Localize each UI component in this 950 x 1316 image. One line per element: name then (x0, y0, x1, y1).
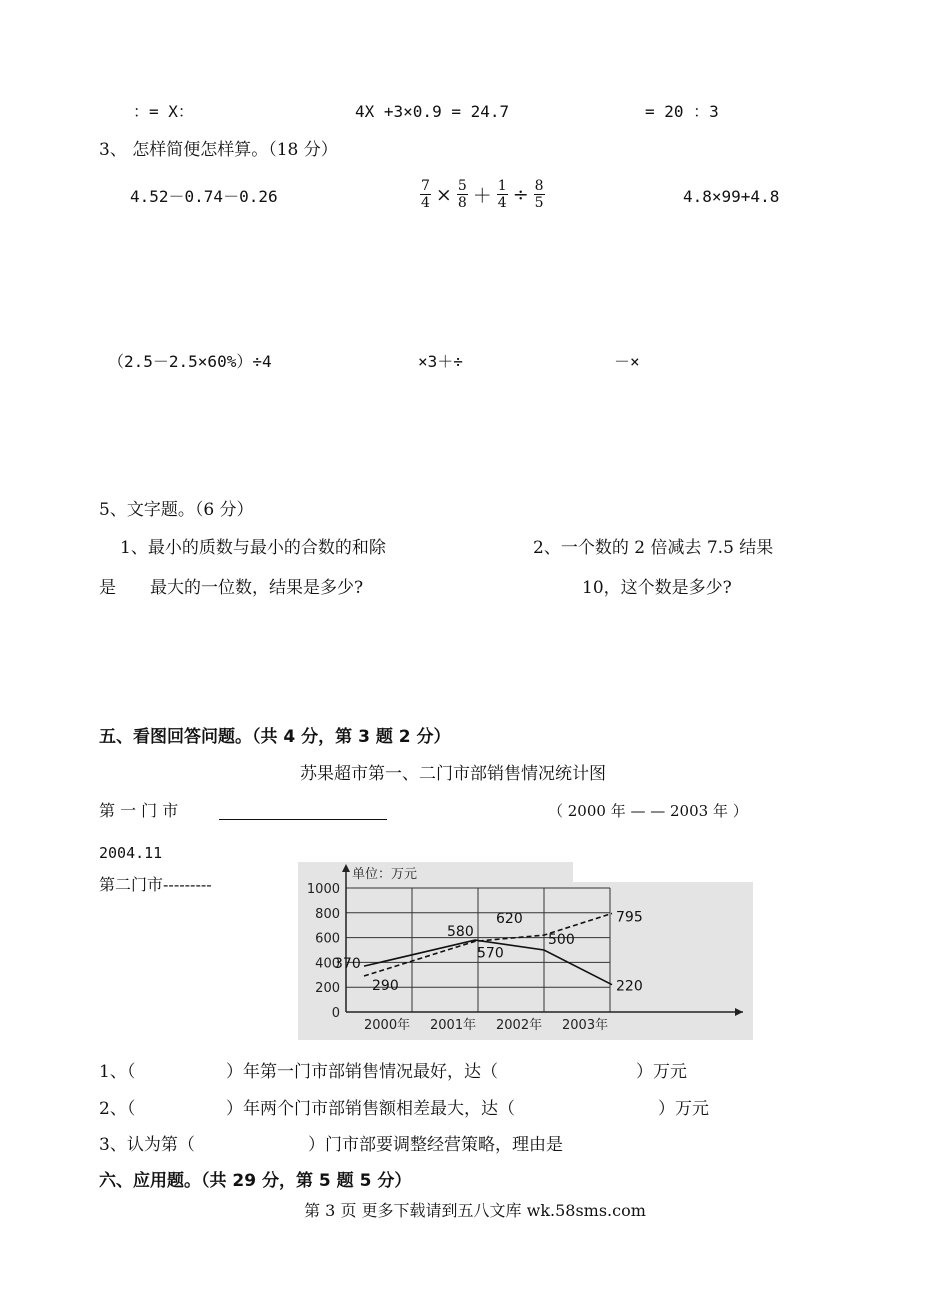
chart-caption: 苏果超市第一、二门市部销售情况统计图 (300, 764, 606, 784)
y-tick-label: 1000 (306, 882, 340, 897)
word-problem-2-line2: 10，这个数是多少? (582, 578, 732, 598)
y-tick-label: 600 (315, 931, 340, 947)
word-problem-1-line2a: 是 (99, 578, 116, 598)
question-2-part-a: 2、（ (99, 1099, 136, 1119)
word-problem-2-line1: 2、一个数的 2 倍减去 7.5 结果 (533, 538, 774, 558)
store1-legend-line (219, 819, 387, 820)
section5-heading: 5、文字题。（6 分） (99, 500, 254, 520)
x-tick-label: 2000年 (364, 1018, 411, 1033)
question-1-part-a: 1、（ (99, 1062, 136, 1082)
calc-expr-6: －× (614, 352, 640, 371)
operator: × (435, 183, 452, 206)
part6-heading: 六、应用题。（共 29 分，第 5 题 5 分） (99, 1171, 412, 1191)
question-2-part-c: ）万元 (658, 1099, 709, 1119)
question-3-part-b: ）门市部要调整经营策略，理由是 (308, 1135, 563, 1155)
fraction-2: $\frac{5}{8}$ (457, 178, 467, 211)
y-tick-label: 400 (315, 956, 340, 972)
data-label: 500 (548, 932, 575, 948)
equation-1: ：= X： (133, 102, 194, 121)
data-label: 290 (372, 978, 399, 995)
x-tick-label: 2002年 (496, 1018, 543, 1033)
data-label: 370 (334, 956, 361, 973)
unit-label: 单位：万元 (352, 867, 418, 882)
question-3-part-a: 3、认为第（ (99, 1135, 195, 1155)
equation-3: = 20 ：3 (645, 102, 719, 121)
sales-line-chart (298, 862, 753, 1040)
calc-expr-fraction (418, 178, 547, 211)
operator: ÷ (512, 183, 529, 206)
equation-2: 4X +3×0.9 = 24.7 (355, 102, 510, 121)
chart-background (298, 862, 753, 1040)
calc-expr-4: （2.5－2.5×60%）÷4 (108, 352, 272, 371)
data-label: 580 (447, 924, 474, 941)
chart-background-notch (573, 862, 753, 882)
fraction-4: $\frac{8}{5}$ (534, 178, 544, 211)
store1-label: 第 一 门 市 (99, 801, 179, 820)
question-1-part-c: ）万元 (636, 1062, 687, 1082)
calc-expr-5: ×3＋÷ (418, 352, 463, 371)
y-tick-label: 0 (331, 1006, 340, 1021)
calc-expr-1: 4.52－0.74－0.26 (130, 187, 278, 206)
x-tick-label: 2003年 (562, 1018, 609, 1033)
y-tick-label: 200 (315, 981, 340, 997)
fraction-1: $\frac{7}{4}$ (421, 178, 430, 211)
part5-heading: 五、看图回答问题。（共 4 分，第 3 题 2 分） (99, 727, 451, 747)
data-label: 620 (496, 911, 523, 928)
store2-label: 第二门市--------- (99, 875, 212, 894)
word-problem-1-line2b: 最大的一位数，结果是多少? (150, 578, 364, 598)
calc-expr-3: 4.8×99+4.8 (683, 187, 780, 206)
fraction-3: $\frac{1}{4}$ (497, 178, 507, 211)
word-problem-1-line1: 1、最小的质数与最小的合数的和除 (120, 538, 386, 558)
page-footer: 第 3 页 更多下载请到五八文库 wk.58sms.com (304, 1201, 646, 1220)
date-label: 2004.11 (99, 844, 163, 862)
y-tick-label: 800 (315, 906, 340, 922)
question-2-part-b: ）年两个门市部销售额相差最大，达（ (226, 1099, 515, 1119)
years-range: （ 2000 年 — — 2003 年 ） (548, 802, 748, 820)
question-1-part-b: ）年第一门市部销售情况最好，达（ (226, 1062, 498, 1082)
x-tick-label: 2001年 (430, 1018, 477, 1033)
operator: ＋ (472, 185, 492, 207)
section3-heading: 3、 怎样简便怎样算。（18 分） (99, 140, 338, 160)
data-label: 220 (616, 978, 643, 995)
data-label: 570 (477, 945, 504, 962)
data-label: 795 (616, 909, 643, 926)
